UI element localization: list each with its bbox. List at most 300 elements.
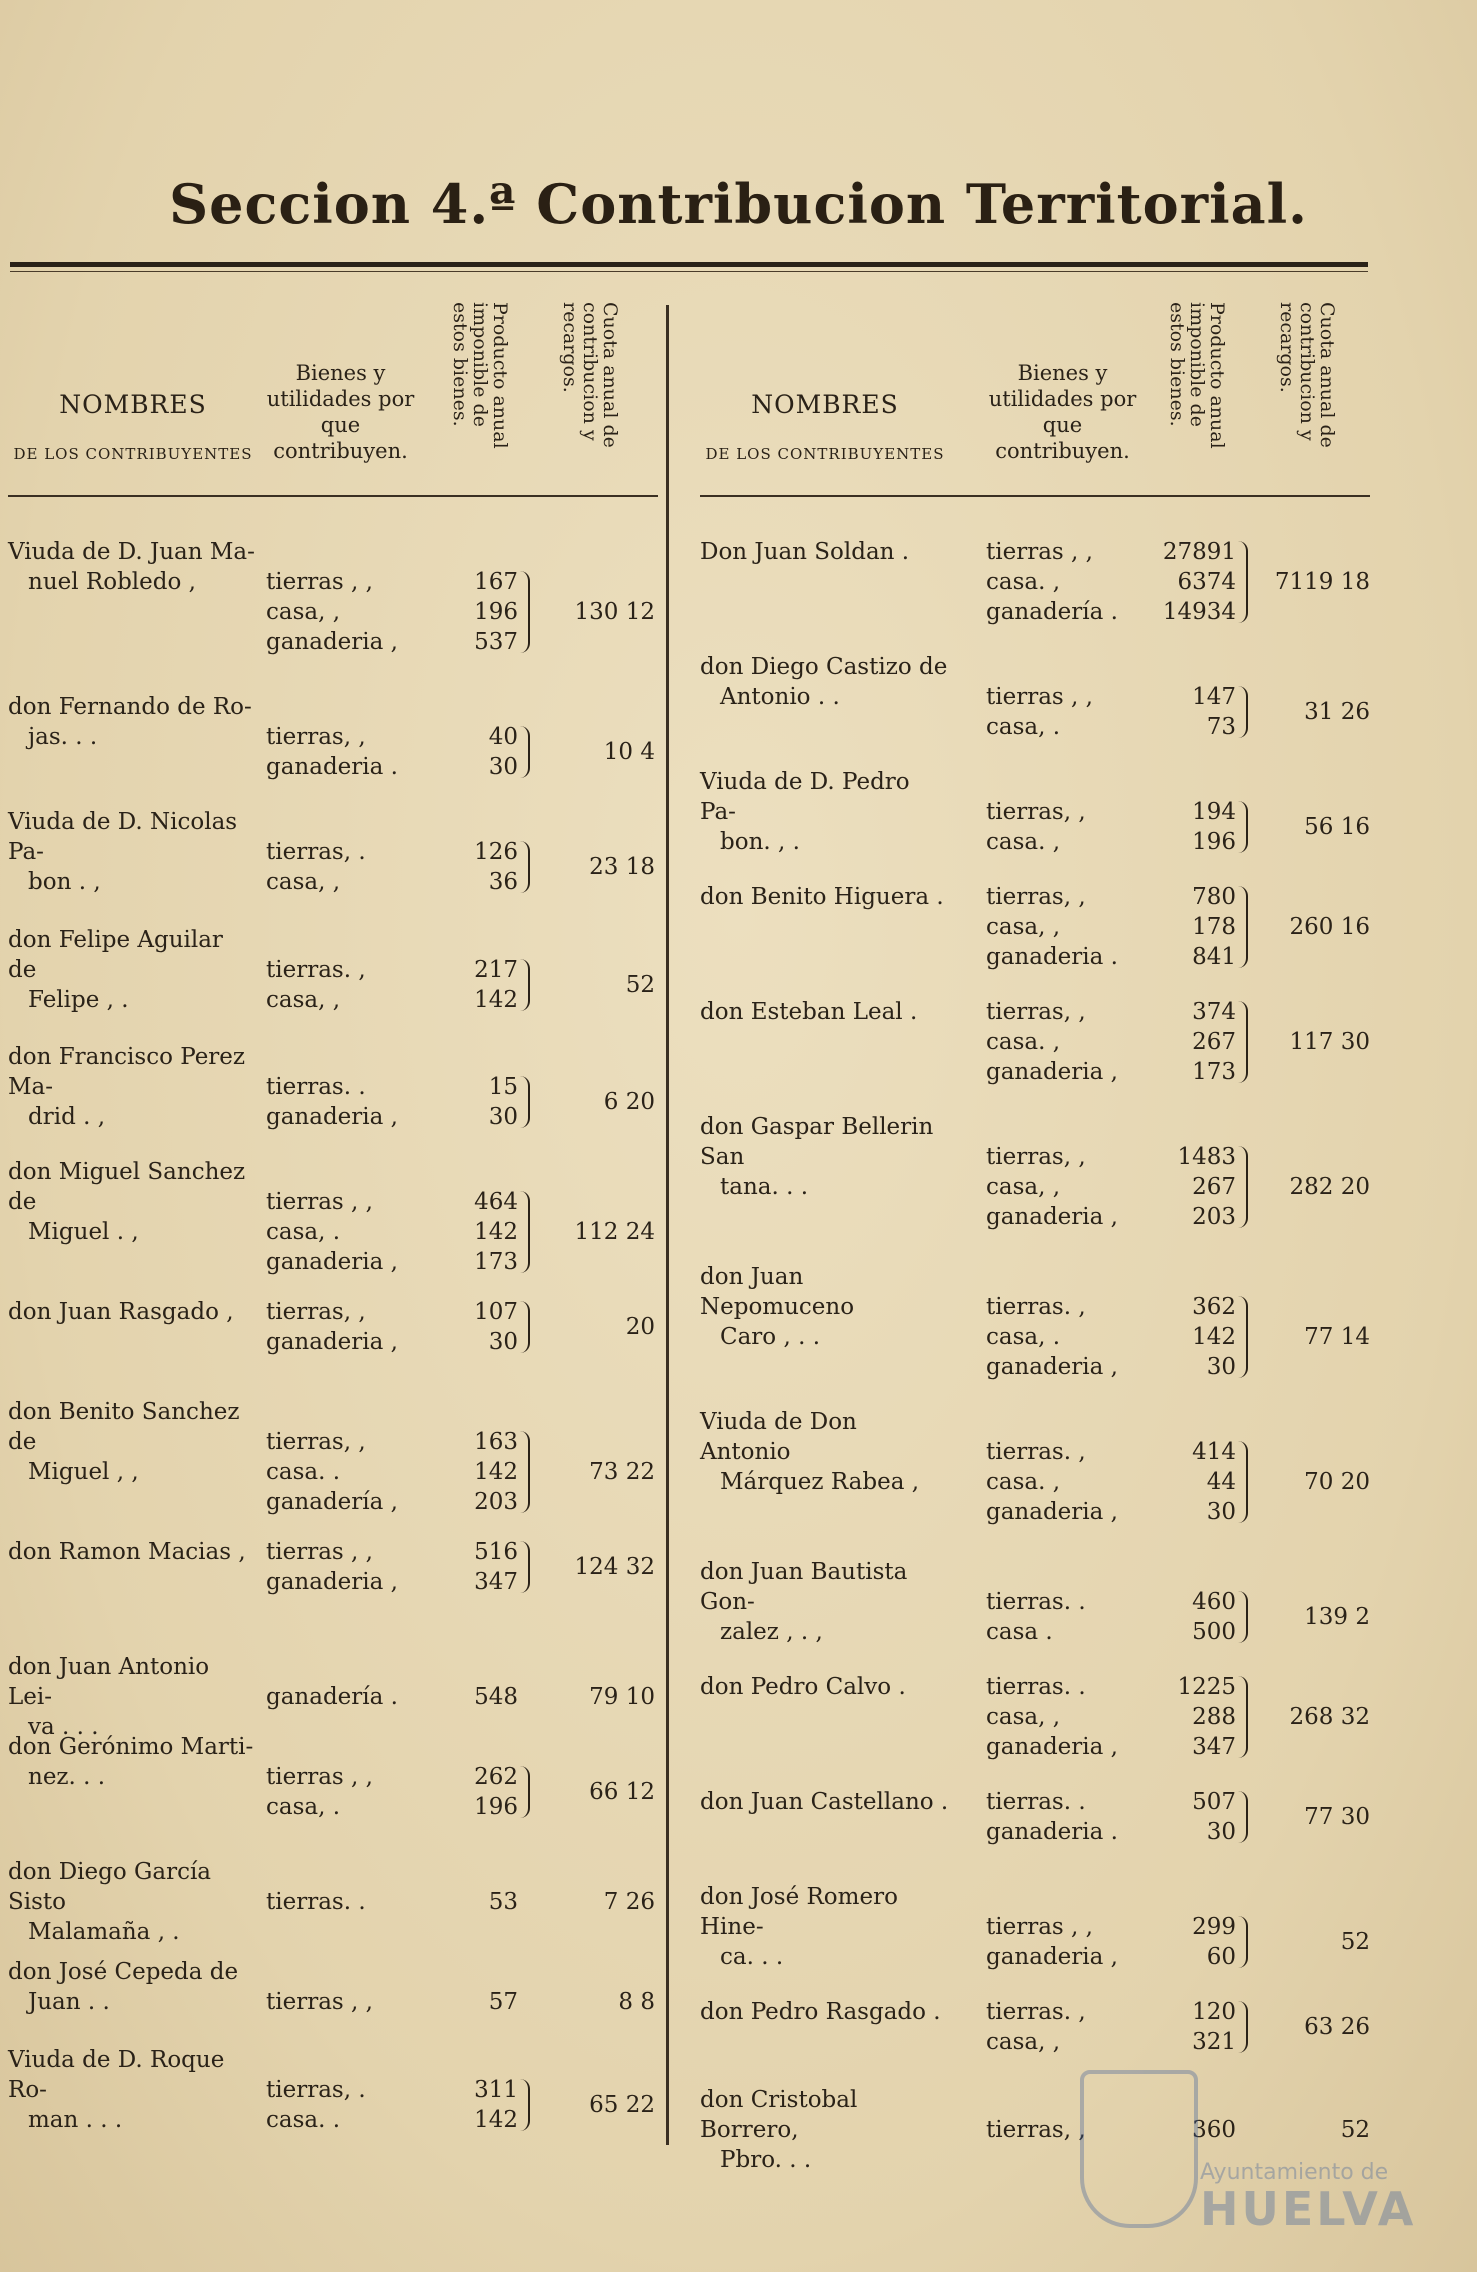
cuota-value: 8 8 [618,1989,655,2015]
product-value: 347 [474,1569,518,1595]
property-list [986,1587,1146,1647]
product-value: 30 [1206,1499,1236,1525]
product-value: 6374 [1177,569,1236,595]
property-item: tierras , , [266,1989,373,2015]
contributor-name-line: don Pedro Calvo . [700,1674,906,1700]
brace-mark [1238,1916,1248,1968]
header-names-sub: DE LOS CONTRIBUYENTES [13,445,253,463]
property-item: tierras, , [986,999,1086,1025]
contributor-name-line: don Juan Antonio Lei- [8,1654,210,1710]
property-item: ganaderia , [986,1499,1118,1525]
column-divider [666,305,669,2145]
property-item: tierras , , [986,539,1093,565]
product-value: 360 [1192,2117,1236,2143]
contributor-name-line: don Diego Castizo de [700,654,948,680]
property-item: casa, . [266,1794,341,1820]
contributor-name [8,537,258,597]
product-value: 321 [1192,2029,1236,2055]
property-item: tierras. , [986,1294,1086,1320]
header-producto: Producto anual imponible de estos bienes. [449,302,511,449]
product-value: 196 [474,1794,518,1820]
product-values [1146,1912,1236,1972]
product-values [1146,682,1236,742]
contributor-name-line: Malamaña , . [28,1919,180,1945]
product-values [426,1537,518,1597]
contributor-name [700,1407,950,1497]
product-value: 464 [474,1189,518,1215]
property-list [266,1297,426,1357]
property-item: tierras , , [986,1914,1093,1940]
product-value: 362 [1192,1294,1236,1320]
product-value: 299 [1192,1914,1236,1940]
product-values [426,1887,518,1917]
product-value: 173 [474,1249,518,1275]
property-item: casa. . [266,2107,341,2133]
property-item: ganaderia , [266,629,398,655]
product-values [426,837,518,897]
brace-mark [1238,1791,1248,1843]
product-value: 60 [1206,1944,1236,1970]
brace-mark [1238,2001,1248,2053]
product-value: 30 [1206,1354,1236,1380]
cuota-value: 56 16 [1304,814,1370,840]
product-value: 217 [474,957,518,983]
property-item: tierras, , [986,884,1086,910]
brace-mark [520,1076,530,1128]
property-item: casa, , [986,1174,1061,1200]
product-values [426,1762,518,1822]
contributor-name [8,1732,258,1792]
contributor-name-line: nuel Robledo , [28,569,196,595]
cuota-value: 52 [625,972,655,998]
contributor-name [700,537,950,567]
contributor-name-line: bon. , . [720,829,800,855]
property-list [986,1997,1146,2057]
property-list [266,1987,426,2017]
property-item: ganaderia , [266,1569,398,1595]
product-value: 126 [474,839,518,865]
property-item: tierras , , [266,569,373,595]
product-value: 57 [488,1989,518,2015]
product-value: 780 [1192,884,1236,910]
brace-mark [520,1431,530,1513]
header-names-sub: DE LOS CONTRIBUYENTES [705,445,945,463]
brace-mark [520,726,530,778]
contributor-name-line: Márquez Rabea , [720,1469,920,1495]
contributor-name-line: nez. . . [28,1764,106,1790]
property-item: tierras , , [266,1764,373,1790]
contributor-name [8,1157,258,1247]
product-value: 374 [1192,999,1236,1025]
contributor-name-line: bon . , [28,869,101,895]
contributor-name-line: Don Juan Soldan . [700,539,910,565]
contributor-name [8,1957,258,2017]
brace-mark [520,2079,530,2131]
cuota-value: 20 [625,1314,655,1340]
property-item: ganadería , [266,1489,398,1515]
property-item: ganaderia , [986,1354,1118,1380]
product-values [1146,1672,1236,1762]
property-item: ganaderia , [266,1249,398,1275]
product-values [1146,882,1236,972]
cuota-value: 117 30 [1289,1029,1370,1055]
brace-mark [520,1191,530,1273]
property-list [986,682,1146,742]
product-value: 500 [1192,1619,1236,1645]
contributor-name [700,1262,950,1352]
product-values [426,1297,518,1357]
property-list [266,1887,426,1917]
contributor-name-line: Viuda de D. Juan Ma- [8,539,255,565]
cuota-value: 7119 18 [1274,569,1370,595]
brace-mark [520,959,530,1011]
product-value: 203 [474,1489,518,1515]
header-names [8,390,258,463]
product-value: 142 [474,1459,518,1485]
cuota-value: 139 2 [1304,1604,1370,1630]
property-item: tierras. . [986,1789,1086,1815]
cuota-value: 6 20 [603,1089,655,1115]
brace-mark [1238,801,1248,853]
contributor-name-line: don Benito Sanchez de [8,1399,240,1455]
product-values [1146,997,1236,1087]
property-item: tierras, , [266,1429,366,1455]
property-item: casa. , [986,1029,1061,1055]
property-item: ganaderia , [266,1329,398,1355]
property-item: casa, , [986,914,1061,940]
contributor-name-line: man . . . [28,2107,123,2133]
product-values [1146,797,1236,857]
title-rule-thin [10,271,1368,272]
property-item: casa. , [986,1469,1061,1495]
cuota-value: 282 20 [1289,1174,1370,1200]
product-values [1146,1587,1236,1647]
property-list [266,837,426,897]
product-value: 1483 [1177,1144,1236,1170]
contributor-name-line: ca. . . [720,1944,784,1970]
cuota-value: 124 32 [574,1554,655,1580]
header-names [700,390,950,463]
contributor-name [700,1787,950,1817]
brace-mark [1238,1591,1248,1643]
property-list [986,1912,1146,1972]
brace-mark [1238,1296,1248,1378]
contributor-name-line: Miguel . , [28,1219,139,1245]
cuota-value: 23 18 [589,854,655,880]
product-values [1146,1142,1236,1232]
cuota-value: 63 26 [1304,2014,1370,2040]
watermark-line1: Ayuntamiento de [1200,2160,1389,2185]
product-values [426,1187,518,1277]
property-item: casa, , [986,2029,1061,2055]
brace-mark [520,1541,530,1593]
property-item: casa. . [266,1459,341,1485]
product-values [1146,1437,1236,1527]
cuota-value: 112 24 [574,1219,655,1245]
property-list [986,882,1146,972]
product-value: 460 [1192,1589,1236,1615]
contributor-name-line: va . . . [28,1714,99,1740]
contributor-name [8,1297,258,1327]
contributor-name [8,925,258,1015]
brace-mark [1238,1001,1248,1083]
cuota-value: 52 [1340,2117,1370,2143]
property-item: casa, , [266,599,341,625]
product-value: 142 [474,1219,518,1245]
header-cuota: Cuota anual de contribucion y recargos. [1276,302,1338,448]
property-item: casa . [986,1619,1053,1645]
product-values [426,1072,518,1132]
property-item: tierras , , [266,1539,373,1565]
property-item: casa, . [986,1324,1061,1350]
contributor-name [700,2085,950,2175]
product-value: 27891 [1162,539,1236,565]
product-value: 507 [1192,1789,1236,1815]
property-item: casa. , [986,569,1061,595]
property-item: casa, , [986,1704,1061,1730]
property-item: ganadería . [266,1684,398,1710]
property-item: tierras, , [986,2117,1086,2143]
property-item: tierras, , [986,799,1086,825]
header-producto: Producto anual imponible de estos bienes. [1166,302,1228,449]
product-value: 147 [1192,684,1236,710]
property-item: tierras. . [986,1674,1086,1700]
property-list [986,797,1146,857]
contributor-name-line: Caro , . . [720,1324,821,1350]
property-list [266,1762,426,1822]
municipal-watermark [1080,2070,1417,2240]
header-names-label: NOMBRES [59,390,207,419]
product-value: 163 [474,1429,518,1455]
contributor-name-line: don José Romero Hine- [700,1884,898,1940]
contributor-name [8,1397,258,1487]
product-value: 142 [474,987,518,1013]
brace-mark [520,1766,530,1818]
shield-icon [1080,2070,1198,2228]
brace-mark [1238,1676,1248,1758]
product-value: 288 [1192,1704,1236,1730]
contributor-name [8,1537,258,1567]
contributor-name-line: don Fernando de Ro- [8,694,252,720]
contributor-name-line: don Gerónimo Marti- [8,1734,254,1760]
product-value: 548 [474,1684,518,1710]
product-value: 267 [1192,1029,1236,1055]
product-values [1146,537,1236,627]
brace-mark [1238,1441,1248,1523]
contributor-name-line: Viuda de D. Roque Ro- [8,2047,225,2103]
product-values [426,1427,518,1517]
cuota-value: 66 12 [589,1779,655,1805]
contributor-name-line: Pbro. . . [720,2147,812,2173]
contributor-name-line: drid . , [28,1104,106,1130]
contributor-name-line: don Gaspar Bellerin San [700,1114,934,1170]
property-list [986,1292,1146,1382]
product-values [426,1682,518,1712]
property-list [986,1437,1146,1527]
product-values [426,567,518,657]
property-item: ganaderia , [986,1734,1118,1760]
product-values [426,1987,518,2017]
product-value: 203 [1192,1204,1236,1230]
property-item: tierras. , [266,957,366,983]
contributor-name [700,1112,950,1202]
property-list [266,1187,426,1277]
brace-mark [520,841,530,893]
contributor-name [8,1857,258,1947]
property-list [266,1072,426,1132]
product-values [426,722,518,782]
product-value: 311 [474,2077,518,2103]
property-item: ganaderia , [986,1059,1118,1085]
contributor-name-line: don Miguel Sanchez de [8,1159,246,1215]
property-item: ganaderia . [986,1819,1118,1845]
contributor-name [700,1557,950,1647]
contributor-name-line: Viuda de D. Pedro Pa- [700,769,910,825]
contributor-name [700,997,950,1027]
property-list [986,1672,1146,1762]
brace-mark [1238,541,1248,623]
product-value: 196 [474,599,518,625]
contributor-name-line: Viuda de D. Nicolas Pa- [8,809,238,865]
cuota-value: 130 12 [574,599,655,625]
property-list [266,1537,426,1597]
product-value: 15 [488,1074,518,1100]
product-value: 173 [1192,1059,1236,1085]
property-list [986,997,1146,1087]
property-item: casa, , [266,987,341,1013]
product-value: 73 [1206,714,1236,740]
header-bienes: Bienes y utilidades por que contribuyen. [266,361,415,463]
product-value: 44 [1206,1469,1236,1495]
property-item: tierras. , [986,1999,1086,2025]
header-bienes: Bienes y utilidades por que contribuyen. [988,361,1137,463]
contributor-name [8,1652,258,1742]
product-values [1146,1292,1236,1382]
product-value: 196 [1192,829,1236,855]
property-item: casa, . [986,714,1061,740]
contributor-name-line: don Juan Bautista Gon- [700,1559,908,1615]
contributor-name-line: don Juan Castellano . [700,1789,949,1815]
product-value: 537 [474,629,518,655]
property-item: tierras. , [986,1439,1086,1465]
contributor-name [700,652,950,712]
property-item: ganaderia , [986,1944,1118,1970]
property-list [266,2075,426,2135]
product-value: 178 [1192,914,1236,940]
brace-mark [520,1301,530,1353]
property-item: tierras. . [986,1589,1086,1615]
product-values [426,955,518,1015]
property-list [266,722,426,782]
contributor-name-line: don Juan Rasgado , [8,1299,234,1325]
product-value: 30 [488,754,518,780]
page-title: Seccion 4.ª Contribucion Territorial. [169,172,1308,236]
product-values [1146,1787,1236,1847]
property-item: tierras , , [266,1189,373,1215]
right-column [700,290,1370,2173]
product-value: 107 [474,1299,518,1325]
product-value: 267 [1192,1174,1236,1200]
contributor-name-line: Miguel , , [28,1459,139,1485]
product-value: 194 [1192,799,1236,825]
property-item: tierras, , [986,1144,1086,1170]
product-value: 36 [488,869,518,895]
property-item: casa, , [266,869,341,895]
product-value: 14934 [1162,599,1236,625]
property-list [986,537,1146,627]
contributor-name-line: don Ramon Macias , [8,1539,246,1565]
right-table-header [700,290,1370,497]
product-value: 120 [1192,1999,1236,2025]
contributor-name [8,2045,258,2135]
property-item: ganadería . [986,599,1118,625]
contributor-name-line: don Pedro Rasgado . [700,1999,941,2025]
contributor-name-line: Viuda de Don Antonio [700,1409,857,1465]
property-list [266,1427,426,1517]
property-item: ganaderia . [986,944,1118,970]
contributor-name [700,1672,950,1702]
property-item: ganaderia , [986,1204,1118,1230]
property-list [266,955,426,1015]
property-item: tierras, , [266,724,366,750]
title-rule [10,262,1368,267]
contributor-name [700,882,950,912]
property-list [266,567,426,657]
contributor-name-line: Felipe , . [28,987,129,1013]
product-values [1146,1997,1236,2057]
product-value: 347 [1192,1734,1236,1760]
watermark-line2: HUELVA [1200,2182,1417,2236]
product-value: 53 [488,1889,518,1915]
cuota-value: 65 22 [589,2092,655,2118]
cuota-value: 77 14 [1304,1324,1370,1350]
property-item: tierras , , [986,684,1093,710]
cuota-value: 70 20 [1304,1469,1370,1495]
product-value: 40 [488,724,518,750]
brace-mark [520,571,530,653]
product-value: 414 [1192,1439,1236,1465]
product-values [426,2075,518,2135]
contributor-name-line: zalez , . , [720,1619,823,1645]
brace-mark [1238,1146,1248,1228]
contributor-name-line: Juan . . [28,1989,110,2015]
cuota-value: 77 30 [1304,1804,1370,1830]
contributor-name [8,692,258,752]
contributor-name-line: tana. . . [720,1174,809,1200]
contributor-name [700,1882,950,1972]
left-column [8,290,658,2133]
property-item: ganaderia . [266,754,398,780]
cuota-value: 260 16 [1289,914,1370,940]
header-names-label: NOMBRES [751,390,899,419]
product-value: 841 [1192,944,1236,970]
brace-mark [1238,886,1248,968]
property-list [266,1682,426,1712]
cuota-value: 7 26 [603,1889,655,1915]
cuota-value: 10 4 [603,739,655,765]
contributor-name [700,1997,950,2027]
contributor-name [700,767,950,857]
contributor-name-line: don Juan Nepomuceno [700,1264,855,1320]
product-value: 30 [1206,1819,1236,1845]
property-item: tierras, , [266,1299,366,1325]
property-item: casa. , [986,829,1061,855]
property-item: tierras. . [266,1889,366,1915]
contributor-name-line: don Benito Higuera . [700,884,944,910]
contributor-name-line: don Francisco Perez Ma- [8,1044,246,1100]
product-value: 167 [474,569,518,595]
contributor-name-line: don José Cepeda de [8,1959,239,1985]
